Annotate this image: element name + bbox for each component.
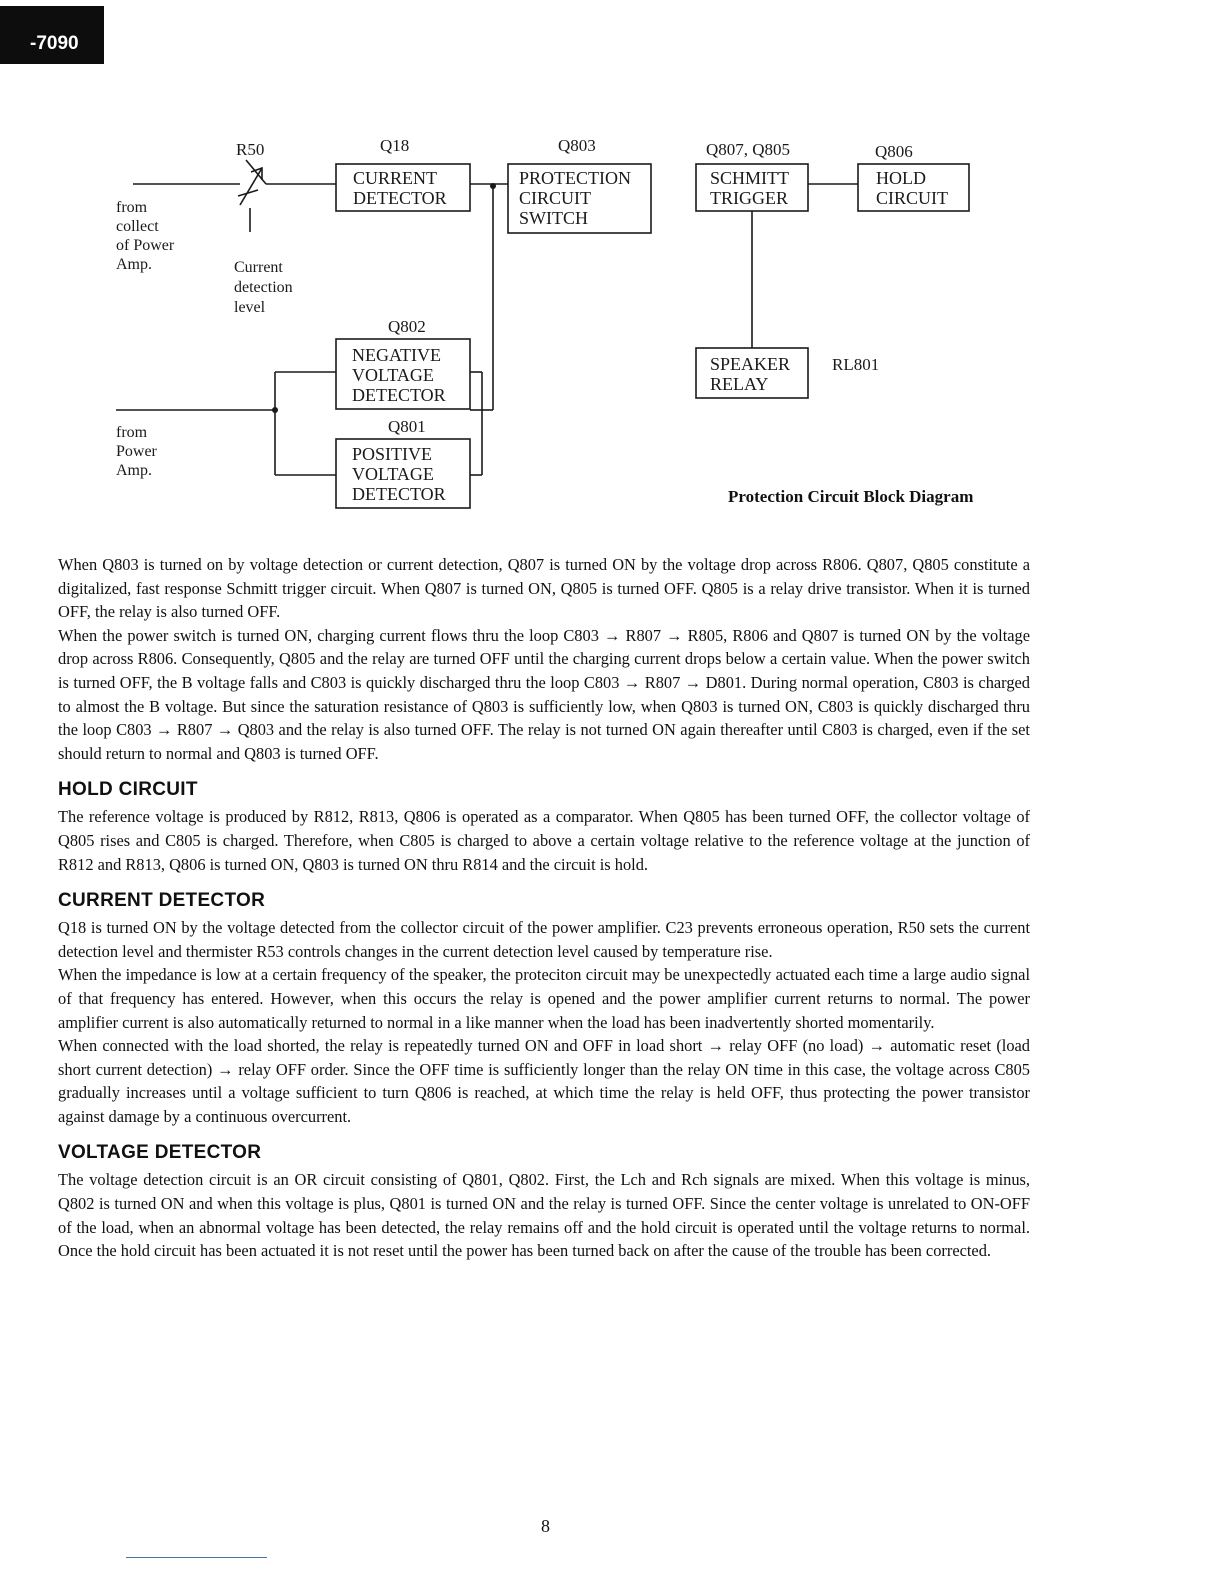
junction-dot-detectors [272,407,278,413]
negative-detector-line-1: NEGATIVE [352,345,441,365]
from-collector-line-2: collect [116,218,159,235]
protection-switch-line-3: SWITCH [519,208,588,228]
schmitt-trigger-line-1: SCHMITT [710,168,790,188]
current-detector-paragraph-1: Q18 is turned ON by the voltage detected from the collector circuit of the power amplifier. C23 prevents erroneous operation, R50 sets the current detection level and thermister R53 controls changes in the current detection level caused by temperature rise. [58,918,1030,961]
hold-circuit-line-1: HOLD [876,168,926,188]
q801-label: Q801 [388,417,426,436]
q807-q805-label: Q807, Q805 [706,140,791,159]
q18-label: Q18 [380,136,410,155]
voltage-detector-heading: VOLTAGE DETECTOR [58,1142,262,1164]
positive-detector-line-2: VOLTAGE [352,464,434,484]
intro-paragraph-1: When Q803 is turned on by voltage detection or current detection, Q807 is turned ON by the voltage drop across R806. Q807, Q805 constitute a digitalized, fast response Schmitt trigger circuit. When Q807 is turned ON, Q805 is turned OFF. Q805 is a relay drive transistor. When it is turned OFF, the relay is also turned OFF. [58,555,1030,622]
hold-circuit-line-2: CIRCUIT [876,188,948,208]
voltage-detector-paragraph: The voltage detection circuit is an OR circuit consisting of Q801, Q802. First, the Lch and Rch signals are mixed. When this voltage is minus, Q802 is turned ON and when this voltage is plus, Q801 is turned ON and the relay is turned OFF. Since the center voltage is unrelated to ON-OFF of the load, when an abnormal voltage has been detected, the relay remains off and the hold circuit is operated until the voltage returns to normal. Once the hold circuit has been actuated it is not reset until the power has been turned back on after the cause of the trouble has been corrected. [58,1170,1030,1261]
schmitt-trigger-line-2: TRIGGER [710,188,788,208]
page-number: 8 [541,1516,550,1536]
negative-detector-line-3: DETECTOR [352,385,446,405]
protection-block-diagram [0,0,1224,540]
current-detector-line-2: DETECTOR [353,188,447,208]
speaker-relay-line-2: RELAY [710,374,769,394]
current-detector-heading: CURRENT DETECTOR [58,890,266,912]
from-collector-line-1: from [116,199,148,216]
r50-label: R50 [236,140,265,159]
rl801-label: RL801 [832,355,880,374]
current-level-line-3: level [234,299,266,316]
negative-detector-line-2: VOLTAGE [352,365,434,385]
r50-variable-resistor-icon [238,160,266,205]
model-number-tab: -7090 [0,6,104,64]
q806-label: Q806 [875,142,913,161]
body-text [58,553,1030,1263]
from-power-amp-line-3: Amp. [116,462,152,479]
junction-dot-q803 [490,183,496,189]
q802-label: Q802 [388,317,426,336]
current-level-line-1: Current [234,259,283,276]
current-detector-paragraph-2: When the impedance is low at a certain frequency of the speaker, the proteciton circuit may be unexpectedly actuated each time a large audio signal of that frequency has entered. However, when this occurs the relay is opened and the power amplifier current returns to normal. The power amplifier current is also automatically returned to normal in a like manner when the load has been inadvertently shorted momentarily. [58,965,1030,1032]
hold-circuit-heading: HOLD CIRCUIT [58,779,198,801]
from-collector-line-3: of Power [116,237,175,254]
diagram-caption: Protection Circuit Block Diagram [728,487,974,506]
protection-switch-line-1: PROTECTION [519,168,631,188]
positive-detector-line-3: DETECTOR [352,484,446,504]
current-detector-paragraph-3: When connected with the load shorted, the relay is repeatedly turned ON and OFF in load short → relay OFF (no load) → automatic reset (load short current detection) → relay OFF order. Since the OFF time is sufficiently longer than the relay ON time in this case, the voltage across C805 gradually increases until a voltage sufficient to turn Q806 is reached, at which time the relay is held OFF, thus protecting the power transistor against damage by a continuous overcurrent. [58,1036,1030,1126]
from-power-amp-line-2: Power [116,443,157,460]
from-power-amp-line-1: from [116,424,148,441]
speaker-relay-line-1: SPEAKER [710,354,791,374]
protection-switch-line-2: CIRCUIT [519,188,591,208]
positive-detector-line-1: POSITIVE [352,444,432,464]
wiring [116,184,858,475]
intro-paragraph-2: When the power switch is turned ON, charging current flows thru the loop C803 → R807 → R805, R806 and Q807 is turned ON by the voltage drop across R806. Consequently, Q805 and the relay are turned OFF until the charging current drops below a certain value. When the power switch is turned OFF, the B voltage falls and C803 is quickly discharged thru the loop C803 → R807 → D801. During normal operation, C803 is charged to almost the B voltage. But since the saturation resistance of Q803 is sufficiently low, when Q803 is turned ON, C803 is quickly discharged thru the loop C803 → R807 → Q803 and the relay is also turned OFF. The relay is not turned ON again thereafter until C803 is charged, even if the set should return to normal and Q803 is turned OFF. [58,625,1030,763]
current-detector-line-1: CURRENT [353,168,438,188]
current-level-line-2: detection [234,279,293,296]
q803-label: Q803 [558,136,596,155]
footer-rule [126,1557,267,1558]
hold-circuit-paragraph: The reference voltage is produced by R812, R813, Q806 is operated as a comparator. When Q805 has been turned OFF, the collector voltage of Q805 rises and C805 is charged. Therefore, when C805 is charged to above a certain voltage relative to the reference voltage at the junction of R812 and R813, Q806 is turned ON, Q803 is turned ON thru R814 and the circuit is hold. [58,807,1030,874]
from-collector-line-4: Amp. [116,256,152,273]
